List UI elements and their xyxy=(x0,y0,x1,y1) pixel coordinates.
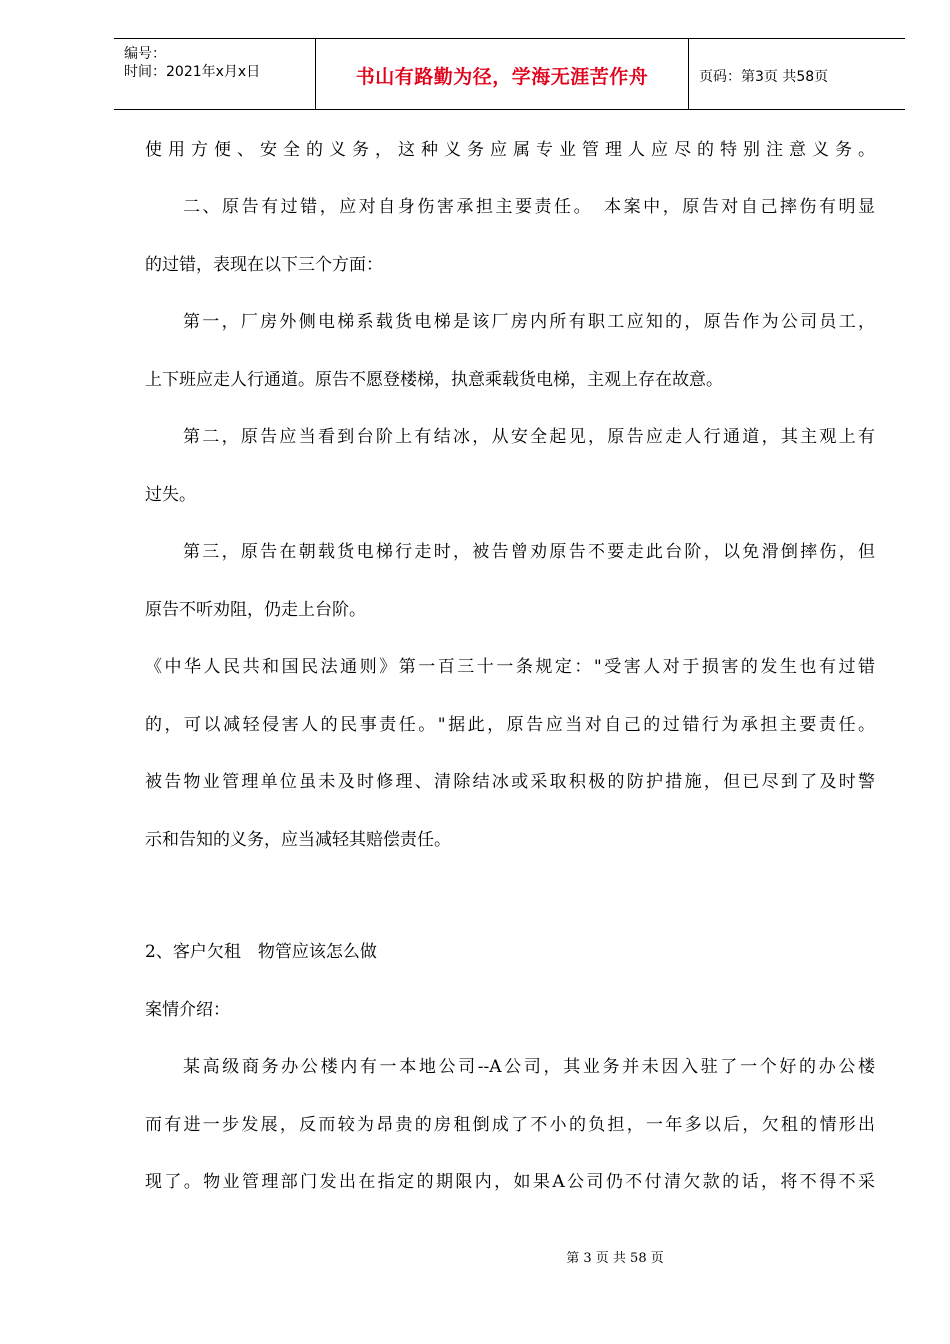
body-line: 过失。 xyxy=(145,485,196,505)
header-motto: 书山有路勤为径，学海无涯苦作舟 xyxy=(355,66,649,88)
body-line: 上下班应走人行通道。原告不愿登楼梯，执意乘载货电梯，主观上存在故意。 xyxy=(145,370,723,390)
header-motto-cell xyxy=(316,39,689,109)
body-line: 某高级商务办公楼内有一本地公司--A公司，其业务并未因入驻了一个好的办公楼 xyxy=(183,1057,875,1077)
body-line: 第一，厂房外侧电梯系载货电梯是该厂房内所有职工应知的，原告作为公司员工， xyxy=(183,312,875,332)
body-line: 而有进一步发展，反而较为昂贵的房租倒成了不小的负担，一年多以后，欠租的情形出 xyxy=(145,1115,875,1135)
header-page-cell xyxy=(689,39,905,109)
body-line: 的，可以减轻侵害人的民事责任。"据此，原告应当对自己的过错行为承担主要责任。 xyxy=(145,715,875,735)
body-line: 第二，原告应当看到台阶上有结冰，从安全起见，原告应走人行通道，其主观上有 xyxy=(183,427,875,447)
body-line: 原告不听劝阻，仍走上台阶。 xyxy=(145,600,366,620)
section-heading: 2、客户欠租 物管应该怎么做 xyxy=(145,942,377,962)
header-meta-cell xyxy=(114,39,316,109)
body-line: 使用方便、安全的义务，这种义务应属专业管理人应尽的特别注意义务。 xyxy=(145,140,875,160)
footer-page-number: 第 3 页 共 58 页 xyxy=(566,1251,664,1266)
page-footer xyxy=(0,1247,950,1266)
body-line: 《中华人民共和国民法通则》第一百三十一条规定："受害人对于损害的发生也有过错 xyxy=(145,657,875,677)
body-line: 的过错，表现在以下三个方面： xyxy=(145,255,383,275)
page-header xyxy=(114,38,905,110)
body-line: 被告物业管理单位虽未及时修理、清除结冰或采取积极的防护措施，但已尽到了及时警 xyxy=(145,772,875,792)
document-time-label: 时间：2021年x月x日 xyxy=(124,64,261,80)
body-line: 示和告知的义务，应当减轻其赔偿责任。 xyxy=(145,830,451,850)
header-page-code: 页码：第3页 共58页 xyxy=(699,69,829,85)
body-line: 现了。物业管理部门发出在指定的期限内，如果A公司仍不付清欠款的话，将不得不采 xyxy=(145,1172,875,1192)
body-line: 第三，原告在朝载货电梯行走时，被告曾劝原告不要走此台阶，以免滑倒摔伤，但 xyxy=(183,542,875,562)
document-number-label: 编号： xyxy=(124,46,166,62)
body-line: 二、原告有过错，应对自身伤害承担主要责任。 本案中，原告对自己摔伤有明显 xyxy=(183,197,875,217)
body-line: 案情介绍： xyxy=(145,1000,230,1020)
